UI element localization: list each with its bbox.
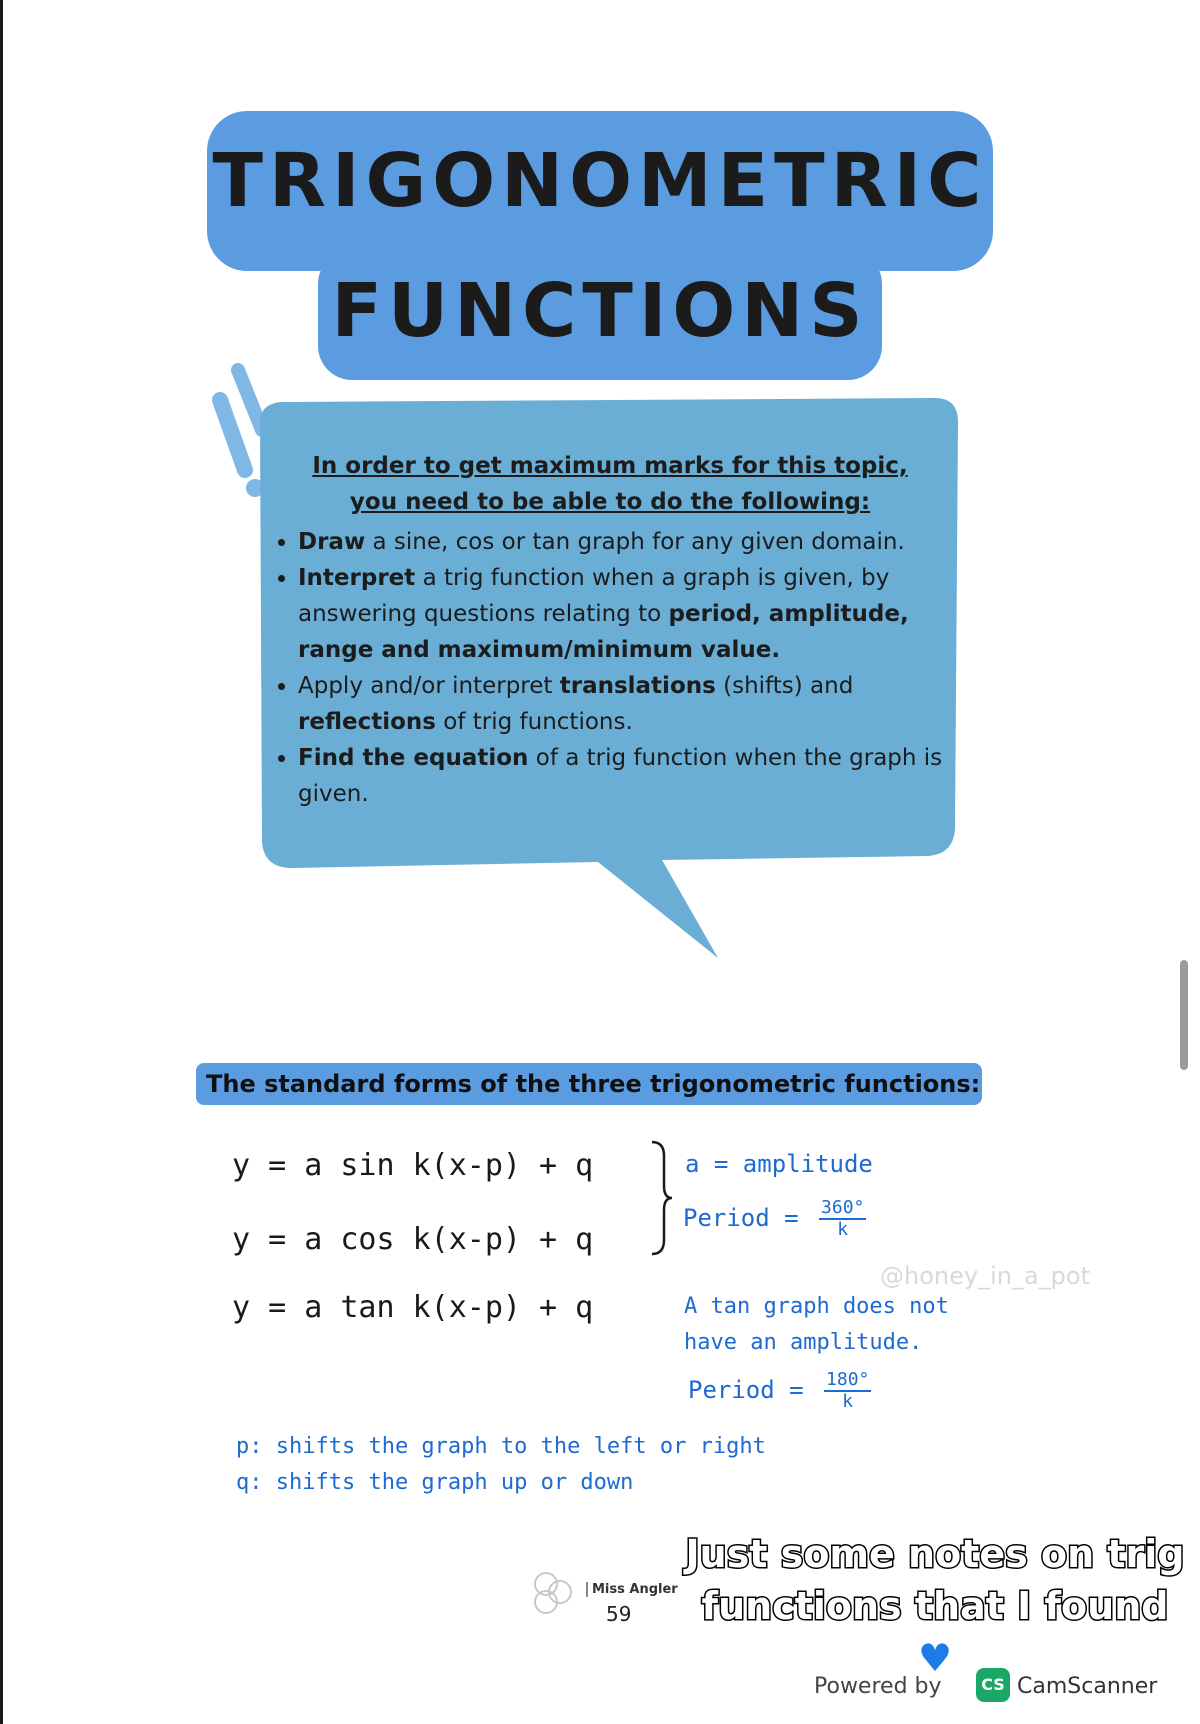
equation-tan: y = a tan k(x-p) + q xyxy=(232,1290,594,1325)
period-note xyxy=(683,1198,866,1240)
caption-line-1: Just some notes on trig xyxy=(685,1532,1185,1576)
period-denominator: k xyxy=(837,1219,849,1240)
standard-forms-heading: The standard forms of the three trigonometric functions: xyxy=(196,1063,982,1105)
blue-heart-icon: ♥ xyxy=(917,1636,953,1680)
bubble-text xyxy=(270,448,950,812)
tan-period-fraction xyxy=(824,1370,871,1412)
q-shift-note: q: shifts the graph up or down xyxy=(236,1470,634,1495)
period-fraction xyxy=(819,1198,866,1240)
title-line-1: TRIGONOMETRIC xyxy=(212,138,988,224)
amplitude-note: a = amplitude xyxy=(685,1150,873,1178)
powered-by-label: Powered by xyxy=(814,1674,942,1699)
page-left-border xyxy=(0,0,3,1724)
caption-line-2: functions that I found xyxy=(701,1584,1169,1628)
tan-period-denominator: k xyxy=(842,1391,854,1412)
author-logo-icon xyxy=(528,1568,582,1620)
goal-item-interpret: • Interpret a trig function when a graph is given, by answering questions relating to period, amplitude, range and maximum/minimum value. xyxy=(298,560,950,668)
intro-line-1: In order to get maximum marks for this topic, xyxy=(312,453,908,479)
goals-list xyxy=(270,524,950,812)
equation-sin: y = a sin k(x-p) + q xyxy=(232,1148,594,1183)
goal-item-translations: • Apply and/or interpret translations (shifts) and reflections of trig functions. xyxy=(298,668,950,740)
title-line-2: FUNCTIONS xyxy=(331,268,869,354)
caption-line-2-wrap xyxy=(680,1580,1190,1684)
intro-line-2: you need to be able to do the following: xyxy=(349,489,871,515)
page-number: 59 xyxy=(606,1602,632,1626)
period-numerator: 360° xyxy=(821,1197,865,1218)
scrollbar[interactable] xyxy=(1180,960,1188,1070)
tan-note-line-1: A tan graph does not xyxy=(684,1294,949,1319)
tan-period-note xyxy=(688,1370,871,1412)
tan-period-numerator: 180° xyxy=(826,1369,870,1390)
period-label: Period = xyxy=(683,1204,799,1232)
p-shift-note: p: shifts the graph to the left or right xyxy=(236,1434,766,1459)
camscanner-icon: CS xyxy=(976,1668,1010,1702)
equation-cos: y = a cos k(x-p) + q xyxy=(232,1222,594,1257)
tiktok-watermark: @honey_in_a_pot xyxy=(880,1262,1090,1290)
camscanner-name: CamScanner xyxy=(1017,1674,1158,1699)
tan-period-label: Period = xyxy=(688,1376,804,1404)
video-caption xyxy=(680,1528,1190,1684)
tan-note-line-2: have an amplitude. xyxy=(684,1330,923,1355)
goal-item-equation: • Find the equation of a trig function when the graph is given. xyxy=(298,740,950,812)
goal-item-draw: • Draw a sine, cos or tan graph for any given domain. xyxy=(298,524,950,560)
author-name: Miss Angler xyxy=(586,1582,678,1597)
curly-brace xyxy=(648,1138,674,1258)
